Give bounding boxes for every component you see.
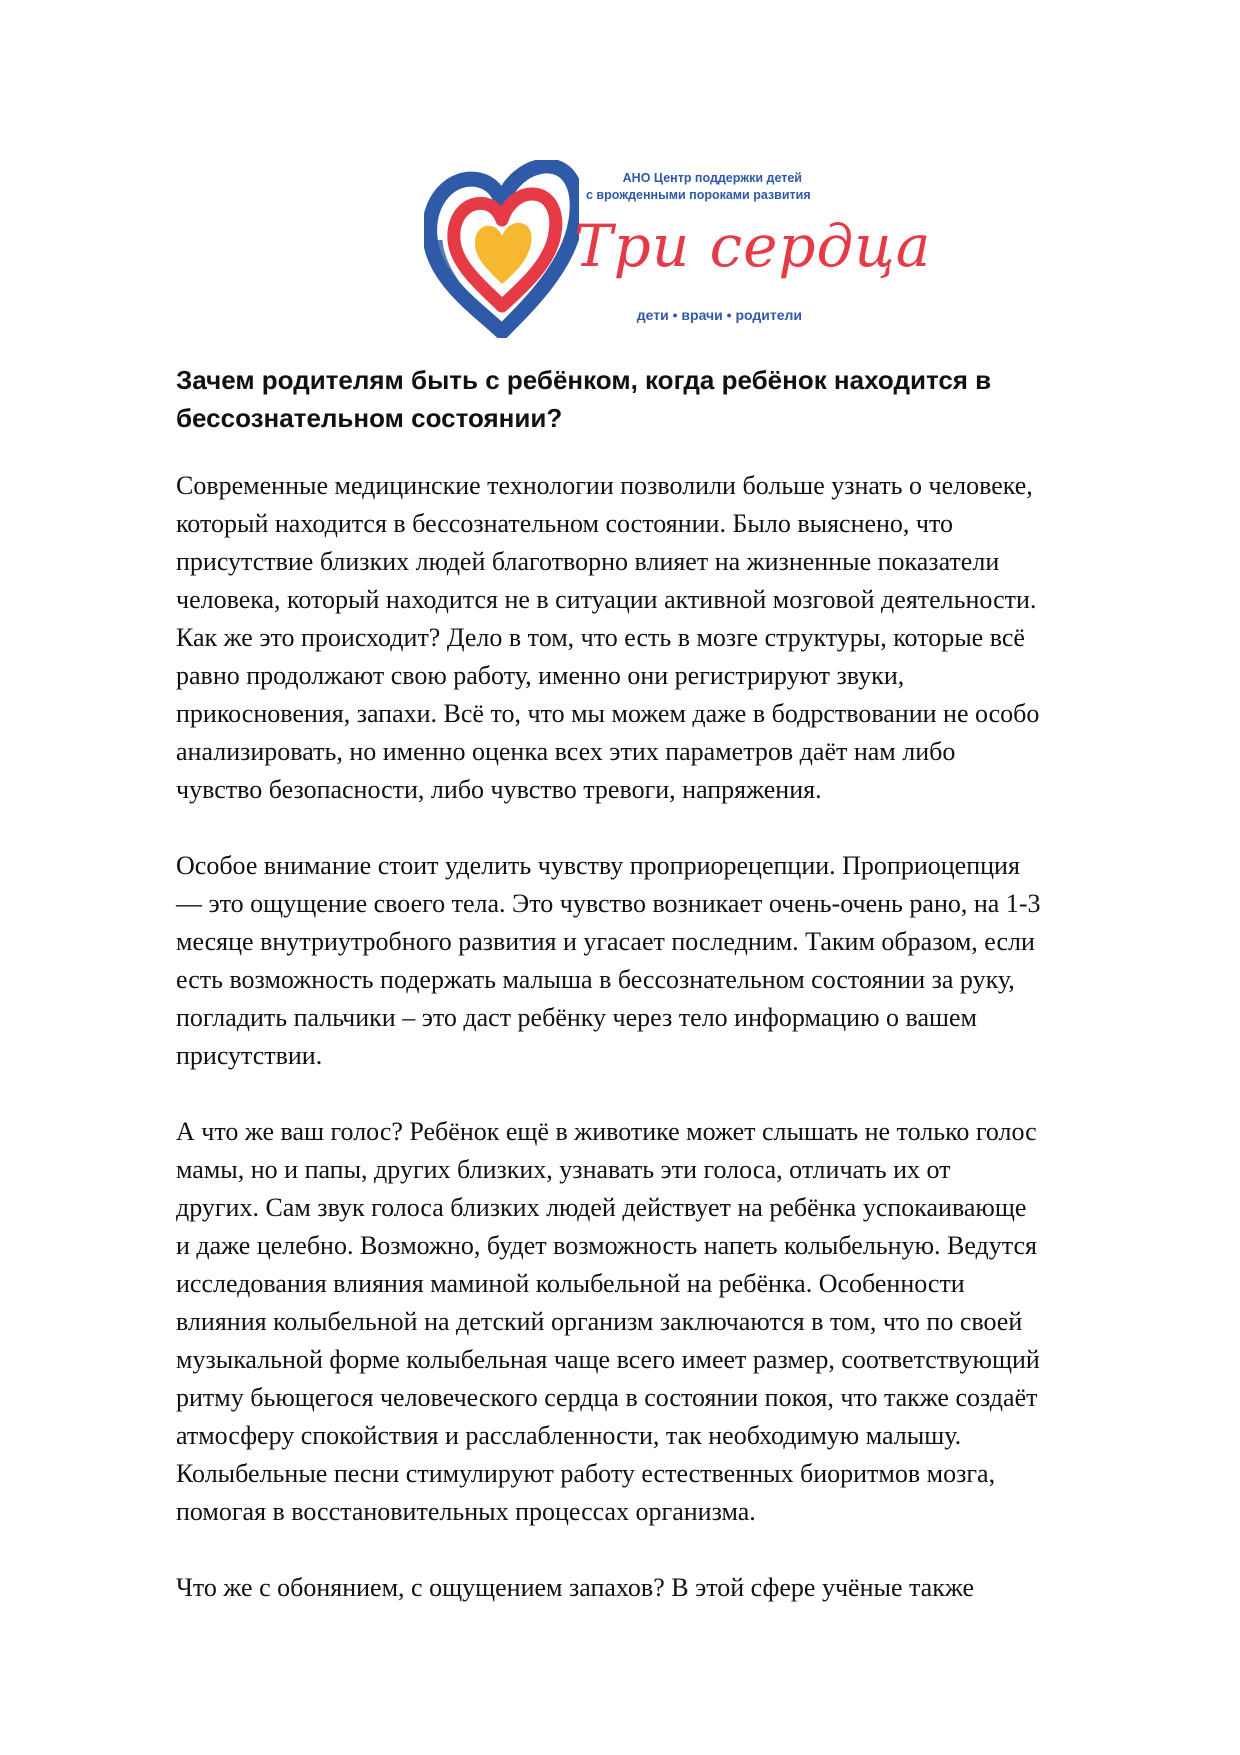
text-line: мамы, но и папы, других близких, узнавать эти голоса, отличать их от: [176, 1155, 951, 1184]
text-line: погладить пальчики – это даст ребёнку через тело информацию о вашем: [176, 1003, 977, 1032]
logo-organization-text: [586, 170, 811, 204]
title-line: бессознательном состоянии?: [176, 403, 563, 433]
text-line: анализировать, но именно оценка всех этих параметров даёт нам либо: [176, 737, 956, 766]
paragraph-voice-lullaby: [176, 1113, 1156, 1531]
text-line: и даже целебно. Возможно, будет возможность напеть колыбельную. Ведутся: [176, 1231, 1037, 1260]
text-line: который находится в бессознательном состоянии. Было выяснено, что: [176, 509, 954, 538]
document-title: [176, 361, 1136, 437]
text-line: помогая в восстановительных процессах организма.: [176, 1497, 756, 1526]
text-line: Колыбельные песни стимулируют работу естественных биоритмов мозга,: [176, 1459, 996, 1488]
text-line: чувство безопасности, либо чувство тревоги, напряжения.: [176, 775, 822, 804]
logo-org-line: с врожденными пороками развития: [586, 188, 811, 202]
text-line: ритму бьющегося человеческого сердца в состоянии покоя, что также создаёт: [176, 1383, 1038, 1412]
text-line: Как же это происходит? Дело в том, что есть в мозге структуры, которые всё: [176, 623, 1025, 652]
text-line: Что же с обонянием, с ощущением запахов? В этой сфере учёные также: [176, 1573, 975, 1602]
text-line: присутствии.: [176, 1041, 323, 1070]
text-line: других. Сам звук голоса близких людей действует на ребёнка успокаивающе: [176, 1193, 1027, 1222]
text-line: — это ощущение своего тела. Это чувство возникает очень-очень рано, на 1-3: [176, 889, 1041, 918]
text-line: присутствие близких людей благотворно влияет на жизненные показатели: [176, 547, 1000, 576]
text-line: А что же ваш голос? Ребёнок ещё в животике может слышать не только голос: [176, 1117, 1037, 1146]
text-line: музыкальной форме колыбельная чаще всего имеет размер, соответствующий: [176, 1345, 1040, 1374]
logo-org-line: АНО Центр поддержки детей: [622, 171, 802, 185]
paragraph-modern-technologies: [176, 467, 1156, 809]
paragraph-smell: [176, 1569, 1156, 1607]
text-line: прикосновения, запахи. Всё то, что мы можем даже в бодрствовании не особо: [176, 699, 1040, 728]
organization-logo: [424, 160, 932, 338]
text-line: месяце внутриутробного развития и угасает последним. Таким образом, если: [176, 927, 1035, 956]
text-line: человека, который находится не в ситуации активной мозговой деятельности.: [176, 585, 1037, 614]
text-line: исследования влияния маминой колыбельной на ребёнка. Особенности: [176, 1269, 965, 1298]
text-line: Современные медицинские технологии позволили больше узнать о человеке,: [176, 471, 1033, 500]
text-line: есть возможность подержать малыша в бессознательном состоянии за руку,: [176, 965, 1015, 994]
text-line: атмосферу спокойствия и расслабленности, так необходимую малышу.: [176, 1421, 962, 1450]
logo-tagline: дети • врачи • родители: [636, 307, 802, 323]
text-line: равно продолжают свою работу, именно они регистрируют звуки,: [176, 661, 905, 690]
text-line: Особое внимание стоит уделить чувству проприорецепции. Проприоцепция: [176, 851, 1020, 880]
three-hearts-logo-icon: [424, 160, 579, 338]
title-line: Зачем родителям быть с ребёнком, когда ребёнок находится в: [176, 365, 992, 395]
paragraph-proprioception: [176, 847, 1156, 1075]
text-line: влияния колыбельной на детский организм заключаются в том, что по своей: [176, 1307, 1023, 1336]
logo-brand-name: Три сердца: [574, 212, 932, 280]
